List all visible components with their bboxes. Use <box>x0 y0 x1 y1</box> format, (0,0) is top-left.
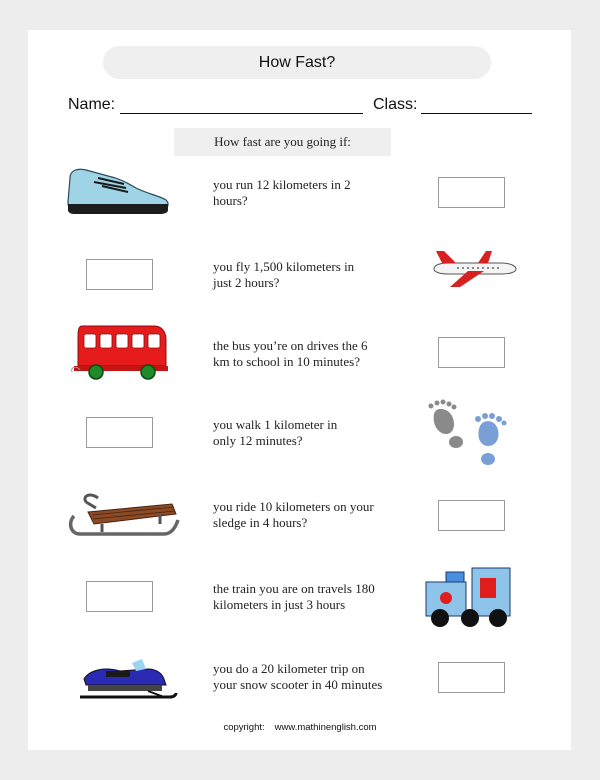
question-prompt <box>174 128 391 156</box>
prompt-text: How fast are you going if: <box>214 134 351 149</box>
answer-box[interactable] <box>86 417 153 448</box>
answer-box[interactable] <box>86 259 153 290</box>
title-text: How Fast? <box>258 53 336 71</box>
footprints-icon <box>424 398 514 468</box>
question-line: sledge in 4 hours? <box>213 515 308 530</box>
worksheet-title <box>103 46 491 79</box>
bus-icon <box>70 322 172 380</box>
question-line: you run 12 kilometers in 2 <box>213 177 351 192</box>
question-text <box>213 661 403 693</box>
question-line: you ride 10 kilometers on your <box>213 499 374 514</box>
question-line: km to school in 10 minutes? <box>213 354 360 369</box>
question-line: only 12 minutes? <box>213 433 303 448</box>
answer-box[interactable] <box>438 177 505 208</box>
question-text <box>213 499 403 531</box>
copyright-footer <box>0 722 600 733</box>
question-line: you do a 20 kilometer trip on <box>213 661 365 676</box>
question-line: just 2 hours? <box>213 275 280 290</box>
question-line: hours? <box>213 193 248 208</box>
question-text <box>213 177 403 209</box>
class-input-line[interactable] <box>421 113 532 114</box>
question-text <box>213 581 403 613</box>
question-line: kilometers in just 3 hours <box>213 597 346 612</box>
answer-box[interactable] <box>438 500 505 531</box>
copyright-label: copyright: <box>223 722 265 733</box>
shoe-icon <box>64 166 172 218</box>
question-line: you fly 1,500 kilometers in <box>213 259 355 274</box>
question-line: the bus you’re on drives the 6 <box>213 338 368 353</box>
airplane-icon <box>428 247 518 289</box>
question-text <box>213 338 403 370</box>
name-label: Name: <box>68 96 116 113</box>
answer-box[interactable] <box>438 662 505 693</box>
snow-scooter-icon <box>76 655 178 703</box>
website-link[interactable]: www.mathinenglish.com <box>274 722 377 733</box>
question-text <box>213 417 403 449</box>
name-input-line[interactable] <box>120 113 363 114</box>
answer-box[interactable] <box>438 337 505 368</box>
class-label: Class: <box>373 96 418 113</box>
question-line: you walk 1 kilometer in <box>213 417 338 432</box>
question-text <box>213 259 403 291</box>
sledge-icon <box>68 490 180 542</box>
question-line: your snow scooter in 40 minutes <box>213 677 383 692</box>
question-line: the train you are on travels 180 <box>213 581 375 596</box>
train-icon <box>422 564 514 630</box>
answer-box[interactable] <box>86 581 153 612</box>
